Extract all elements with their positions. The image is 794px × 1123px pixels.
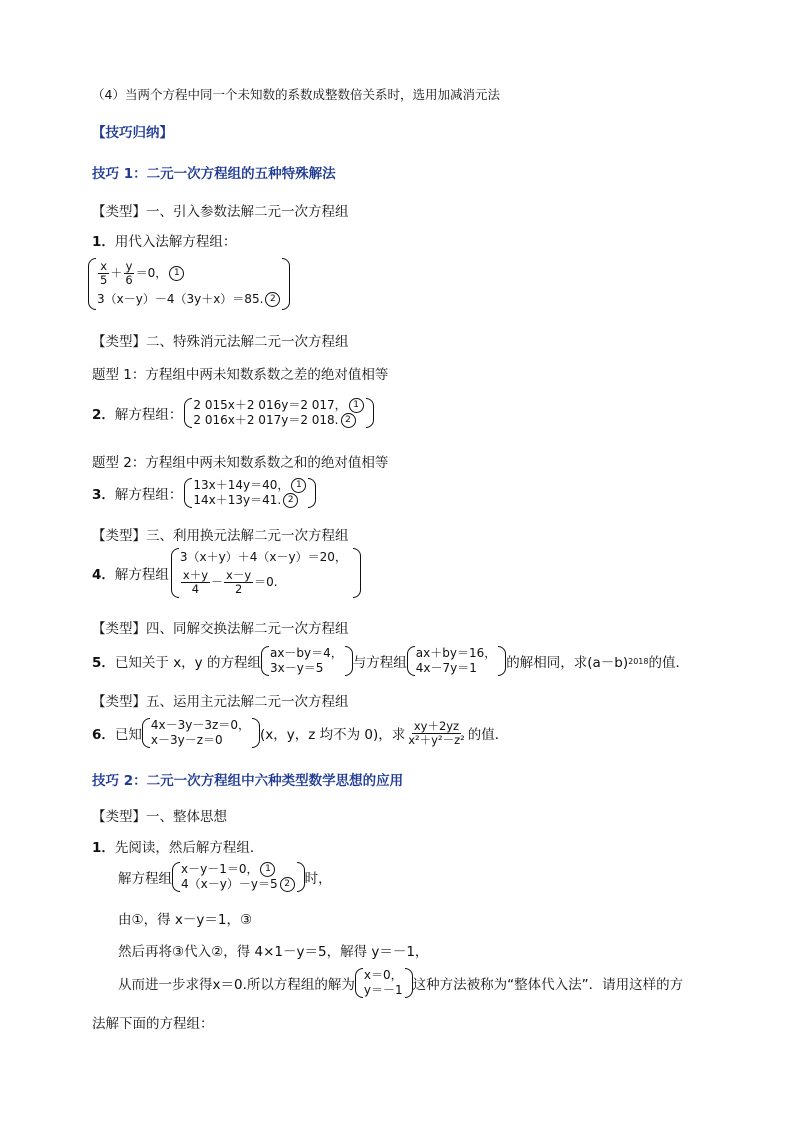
tixing-2: 题型 2：方程组中两未知数系数之和的绝对值相等 [92, 455, 389, 471]
circled-2-icon: 2 [283, 493, 298, 508]
question-3: 3． 解方程组： 13x＋14y＝40， 1 14x＋13y＝41. 2 [92, 478, 316, 508]
type2-heading: 【类型】二、特殊消元法解二元一次方程组 [92, 334, 349, 350]
type3-heading: 【类型】三、利用换元法解二元一次方程组 [92, 528, 349, 544]
circled-1-icon: 1 [260, 862, 275, 877]
question-5: 5． 已知关于 x，y 的方程组 ax－by＝4， 3x－y＝5 与方程组 ax＋by＝16， 4x－7y＝1 的解相同，求(a－b) 2018 的值． [92, 646, 689, 675]
q7-line-5: 法解下面的方程组： [92, 1016, 214, 1032]
question-1 [92, 230, 236, 250]
q7-line-3: 然后再将③代入②，得 4×1－y＝5，解得 y＝－1， [118, 944, 429, 960]
question-7: 1．先阅读，然后解方程组． [92, 840, 264, 856]
circled-2-icon: 2 [265, 292, 280, 307]
question-4: 4． 解方程组 3（x＋y）＋4（x－y）＝20， $\frac{x+y}{4}$ － $\frac{x-y}{2}$ ＝0. [92, 548, 361, 598]
circled-1-icon: 1 [291, 478, 306, 493]
circled-1-icon: 1 [169, 266, 184, 281]
type6-heading: 【类型】一、整体思想 [92, 809, 227, 825]
circled-1-icon: 1 [349, 398, 364, 413]
skill1-title: 技巧 1：二元一次方程组的五种特殊解法 [92, 166, 336, 182]
skill2-title: 技巧 2：二元一次方程组中六种类型数学思想的应用 [92, 773, 404, 789]
q7-line-2: 由①，得 x－y＝1，③ [118, 912, 253, 928]
type4-heading: 【类型】四、同解交换法解二元一次方程组 [92, 621, 349, 637]
q7-line-1: 解方程组 x－y－1＝0， 1 4（x－y）－y＝5 2 时， [118, 862, 332, 891]
question-2: 2． 解方程组： 2 015x＋2 016y＝2 017， 1 2 016x＋2 017y＝2 018. 2 [92, 398, 374, 428]
circled-2-icon: 2 [280, 877, 295, 892]
question-6: 6． 已知 4x－3y－3z＝0， x－3y－z＝0 (x，y，z 均不为 0)，求 $\frac{xy+2yz}{\text{x²＋y²－z²}}$ 的值． [92, 718, 509, 747]
tixing-1: 题型 1：方程组中两未知数系数之差的绝对值相等 [92, 367, 389, 383]
question-text: 用代入法解方程组： [114, 234, 237, 250]
q7-line-4: 从而进一步求得x＝0.所以方程组的解为 x＝0， y＝－1 这种方法被称为“整体代入法”．请用这样的方 [118, 968, 684, 997]
section-header: 【技巧归纳】 [92, 125, 173, 141]
circled-2-icon: 2 [341, 413, 356, 428]
type5-heading: 【类型】五、运用主元法解二元一次方程组 [92, 694, 349, 710]
intro-line: （4）当两个方程中同一个未知数的系数成整数倍关系时，选用加减消元法 [92, 87, 500, 102]
q1-system: $\frac{x}{5}$ ＋ $\frac{y}{6}$ ＝0， 1 3（x－y）－4（3y＋x）＝85. 2 [88, 258, 290, 310]
type1-heading: 【类型】一、引入参数法解二元一次方程组 [92, 204, 349, 220]
question-number: 1． [92, 234, 115, 250]
